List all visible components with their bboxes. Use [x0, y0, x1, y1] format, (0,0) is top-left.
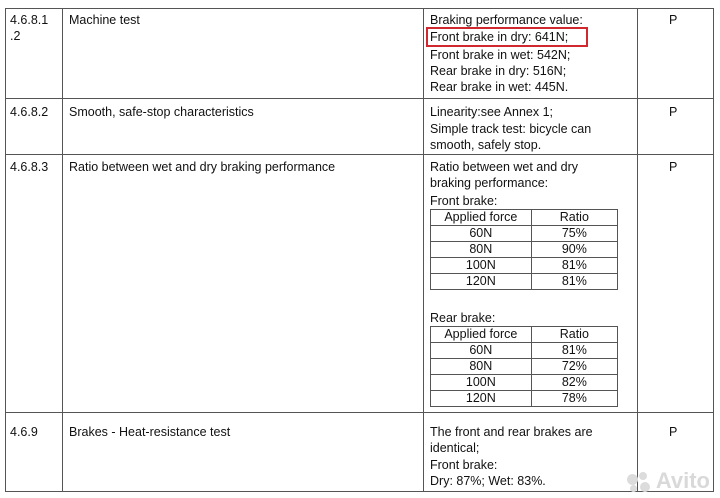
column-divider [713, 8, 714, 492]
front-brake-label: Front brake: [430, 194, 498, 208]
ratio-cell: 81% [531, 258, 617, 274]
row-divider [5, 154, 714, 155]
applied-force-cell: 120N [431, 391, 532, 407]
table-border-top [5, 8, 714, 9]
requirement-text: Smooth, safe-stop characteristics [69, 105, 254, 119]
column-divider [637, 8, 638, 492]
verdict: P [669, 13, 678, 27]
result-line: Front brake in wet: 542N; [430, 48, 571, 62]
table-row [431, 391, 618, 407]
result-line: Simple track test: bicycle can [430, 122, 592, 136]
result-line: braking performance: [430, 176, 549, 190]
column-header: Applied force [431, 210, 532, 226]
requirement-text: Brakes - Heat-resistance test [69, 425, 231, 439]
column-header: Ratio [531, 210, 617, 226]
result-line: Dry: 87%; Wet: 83%. [430, 474, 546, 488]
avito-logo-icon [625, 472, 651, 492]
table-row [431, 359, 618, 375]
table-row [431, 375, 618, 391]
table-header-row [431, 210, 618, 226]
table-border-bottom [5, 491, 714, 492]
result-line: Linearity:see Annex 1; [430, 105, 553, 119]
table-header-row [431, 327, 618, 343]
applied-force-cell: 120N [431, 274, 532, 290]
result-line: Rear brake in dry: 516N; [430, 64, 567, 78]
requirement-text: Machine test [69, 13, 140, 27]
result-line: The front and rear brakes are [430, 425, 593, 439]
result-line: Rear brake in wet: 445N. [430, 80, 569, 94]
clause-number: 4.6.8.2 [10, 105, 49, 119]
result-line: Ratio between wet and dry [430, 160, 579, 174]
table-row [431, 226, 618, 242]
row-divider [5, 98, 714, 99]
applied-force-cell: 80N [431, 359, 532, 375]
table-row [431, 258, 618, 274]
ratio-cell: 81% [531, 343, 617, 359]
result-line-highlighted: Front brake in dry: 641N; [430, 30, 569, 44]
result-line: identical; [430, 441, 480, 455]
verdict: P [669, 425, 678, 439]
table-row [431, 274, 618, 290]
result-line: Front brake: [430, 458, 498, 472]
column-header: Ratio [531, 327, 617, 343]
applied-force-cell: 100N [431, 375, 532, 391]
applied-force-cell: 100N [431, 258, 532, 274]
front-brake-ratio-table [430, 209, 618, 290]
ratio-cell: 72% [531, 359, 617, 375]
rear-brake-label: Rear brake: [430, 311, 496, 325]
applied-force-cell: 80N [431, 242, 532, 258]
applied-force-cell: 60N [431, 226, 532, 242]
ratio-cell: 90% [531, 242, 617, 258]
watermark-text: Avito [655, 467, 710, 493]
table-row [431, 343, 618, 359]
verdict: P [669, 105, 678, 119]
row-divider [5, 412, 714, 413]
ratio-cell: 82% [531, 375, 617, 391]
table-row [431, 242, 618, 258]
result-line: Braking performance value: [430, 13, 583, 27]
ratio-cell: 78% [531, 391, 617, 407]
clause-number: 4.6.9 [10, 425, 38, 439]
requirement-text: Ratio between wet and dry braking performance [69, 160, 336, 174]
clause-number: 4.6.8.1 [10, 13, 49, 27]
ratio-cell: 81% [531, 274, 617, 290]
rear-brake-ratio-table [430, 326, 618, 407]
highlight-box [426, 27, 588, 47]
column-divider [5, 8, 6, 492]
avito-watermark [625, 467, 710, 493]
column-divider [62, 8, 63, 492]
verdict: P [669, 160, 678, 174]
ratio-cell: 75% [531, 226, 617, 242]
applied-force-cell: 60N [431, 343, 532, 359]
column-divider [423, 8, 424, 492]
clause-number: 4.6.8.3 [10, 160, 49, 174]
clause-number-continued: .2 [10, 29, 21, 43]
result-line: smooth, safely stop. [430, 138, 542, 152]
column-header: Applied force [431, 327, 532, 343]
